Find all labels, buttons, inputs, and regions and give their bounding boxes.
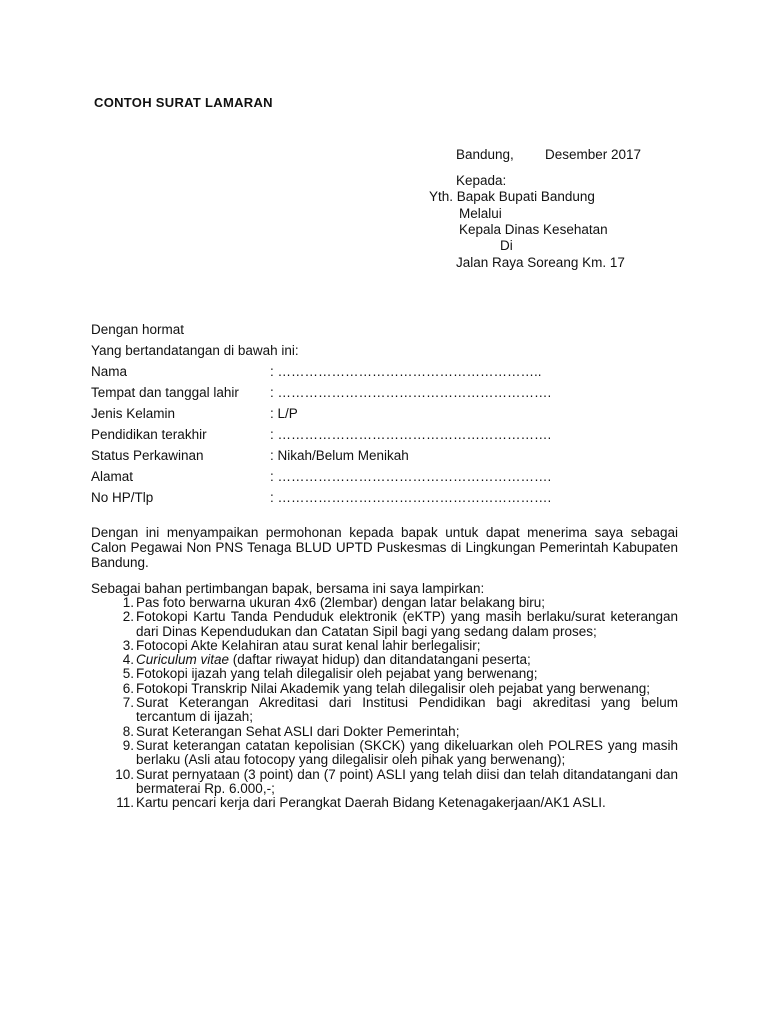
list-item: 4 . Curiculum vitae (daftar riwayat hidup) dan ditandatangani peserta; <box>91 653 678 667</box>
salutation: Dengan hormat <box>91 322 185 337</box>
field-value-hp: : ……………………………………………………. <box>270 490 552 505</box>
field-label-pendidikan: Pendidikan terakhir <box>91 427 207 442</box>
field-value-alamat: : ……………………………………………………. <box>270 469 552 484</box>
document-title: CONTOH SURAT LAMARAN <box>94 95 273 110</box>
intro-text: Yang bertandatangan di bawah ini: <box>91 343 299 358</box>
field-value-jenis-kelamin: : L/P <box>270 406 298 421</box>
list-item: 1 . Pas foto berwarna ukuran 4x6 (2lembar) dengan latar belakang biru; <box>91 596 678 610</box>
list-item: 7 . Surat Keterangan Akreditasi dari Institusi Pendidikan bagi akreditasi yang belum tercantum di ijazah; <box>91 696 678 725</box>
field-value-nama: : ………………………………………………….. <box>270 364 542 379</box>
recipient-address: Jalan Raya Soreang Km. 17 <box>456 255 625 270</box>
recipient-kepada: Kepada: <box>456 173 507 188</box>
recipient-kepala: Kepala Dinas Kesehatan <box>459 222 608 237</box>
recipient-melalui: Melalui <box>459 206 502 221</box>
field-label-nama: Nama <box>91 364 128 379</box>
list-item: 8 . Surat Keterangan Sehat ASLI dari Dokter Pemerintah; <box>91 725 678 739</box>
list-item: 10 . Surat pernyataan (3 point) dan (7 point) ASLI yang telah diisi dan telah ditandatangani dan bermaterai Rp. 6.000,-; <box>91 768 678 797</box>
list-item: 5 . Fotokopi ijazah yang telah dilegalisir oleh pejabat yang berwenang; <box>91 667 678 681</box>
list-item: 11 . Kartu pencari kerja dari Perangkat Daerah Bidang Ketenagakerjaan/AK1 ASLI. <box>91 796 678 810</box>
attachment-list <box>91 596 678 810</box>
list-item: 6 . Fotokopi Transkrip Nilai Akademik yang telah dilegalisir oleh pejabat yang berwenang; <box>91 682 678 696</box>
field-value-pendidikan: : ……………………………………………………. <box>270 427 552 442</box>
field-label-status: Status Perkawinan <box>91 448 204 463</box>
field-label-ttl: Tempat dan tanggal lahir <box>91 385 239 400</box>
paragraph-attachments-intro: Sebagai bahan pertimbangan bapak, bersama ini saya lampirkan: <box>91 581 485 596</box>
field-label-alamat: Alamat <box>91 469 134 484</box>
letter-date: Desember 2017 <box>545 147 642 162</box>
recipient-yth: Yth. Bapak Bupati Bandung <box>429 189 595 204</box>
list-item: 9 . Surat keterangan catatan kepolisian (SKCK) yang dikeluarkan oleh POLRES yang masih berlaku (Asli atau fotocopy yang dilegalisir oleh pihak yang berwenang); <box>91 739 678 768</box>
recipient-di: Di <box>500 238 513 253</box>
paragraph-application: Dengan ini menyampaikan permohonan kepada bapak untuk dapat menerima saya sebagai Calon Pegawai Non PNS Tenaga BLUD UPTD Puskesmas di Lingkungan Pemerintah Kabupaten Bandung. <box>91 525 678 570</box>
field-value-status: : Nikah/Belum Menikah <box>270 448 409 463</box>
letter-city: Bandung, <box>456 147 514 162</box>
list-item: 3 . Fotocopi Akte Kelahiran atau surat kenal lahir berlegalisir; <box>91 639 678 653</box>
field-label-hp: No HP/Tlp <box>91 490 154 505</box>
list-item: 2 . Fotokopi Kartu Tanda Penduduk elektronik (eKTP) yang masih berlaku/surat keterangan dari Dinas Kependudukan dan Catatan Sipil bagi yang sedang dalam proses; <box>91 610 678 639</box>
field-label-jenis-kelamin: Jenis Kelamin <box>91 406 176 421</box>
field-value-ttl: : ……………………………………………………. <box>270 385 552 400</box>
